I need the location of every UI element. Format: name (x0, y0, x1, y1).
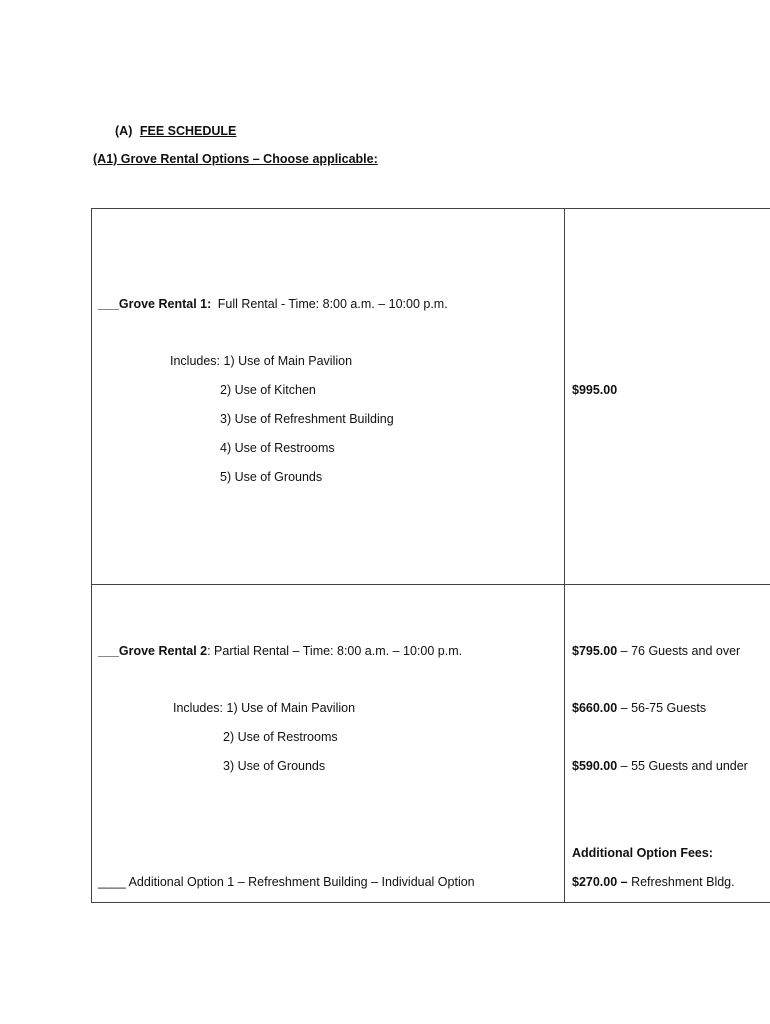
rental-2-price-1 (572, 644, 740, 659)
rental-2-price-2 (572, 701, 706, 716)
additional-fees-heading: Additional Option Fees: (572, 846, 713, 860)
rental-1-name: Grove Rental 1: (118, 297, 212, 311)
option-1-desc: Refreshment Bldg. (627, 875, 735, 889)
grove-rental-2-line (98, 644, 462, 659)
rental-1-include-3: 3) Use of Refreshment Building (220, 412, 394, 426)
rental-2-include-1: Includes: 1) Use of Main Pavilion (173, 701, 356, 715)
rental-1-include-2: 2) Use of Kitchen (220, 383, 316, 397)
subsection-title: (A1) Grove Rental Options – Choose applicable: (93, 152, 378, 166)
section-heading (115, 124, 236, 139)
grove-rental-1-line (98, 297, 448, 312)
price-amount: $590.00 (572, 759, 618, 773)
section-title: FEE SCHEDULE (139, 124, 237, 138)
option-1-amount: $270.00 – (572, 875, 628, 889)
rental-2-price-3 (572, 759, 748, 774)
rental-2-name: Grove Rental 2 (118, 644, 208, 658)
table-border-bottom (91, 902, 770, 903)
price-desc: – 56-75 Guests (617, 701, 707, 715)
section-letter: (A) (115, 124, 133, 138)
rental-1-include-5: 5) Use of Grounds (220, 470, 323, 484)
rental-1-description: Full Rental - Time: 8:00 a.m. – 10:00 p.m. (217, 297, 448, 311)
rental-1-include-4: 4) Use of Restrooms (220, 441, 335, 455)
rental-1-blank[interactable]: ___ (98, 297, 119, 311)
additional-option-1-price (572, 875, 735, 890)
price-amount: $795.00 (572, 644, 618, 658)
table-column-divider (564, 208, 565, 903)
table-border-top (91, 208, 770, 209)
rental-1-include-1: Includes: 1) Use of Main Pavilion (170, 354, 353, 368)
additional-option-1[interactable]: ____ Additional Option 1 – Refreshment Building – Individual Option (98, 875, 475, 889)
rental-2-blank[interactable]: ___ (98, 644, 119, 658)
rental-2-description: : Partial Rental – Time: 8:00 a.m. – 10:00 p.m. (207, 644, 463, 658)
price-desc: – 76 Guests and over (617, 644, 741, 658)
table-border-left (91, 208, 92, 903)
price-amount: $660.00 (572, 701, 618, 715)
table-row-divider (91, 584, 770, 585)
rental-2-include-3: 3) Use of Grounds (223, 759, 326, 773)
rental-1-price: $995.00 (572, 383, 618, 397)
price-desc: – 55 Guests and under (617, 759, 748, 773)
rental-2-include-2: 2) Use of Restrooms (223, 730, 338, 744)
